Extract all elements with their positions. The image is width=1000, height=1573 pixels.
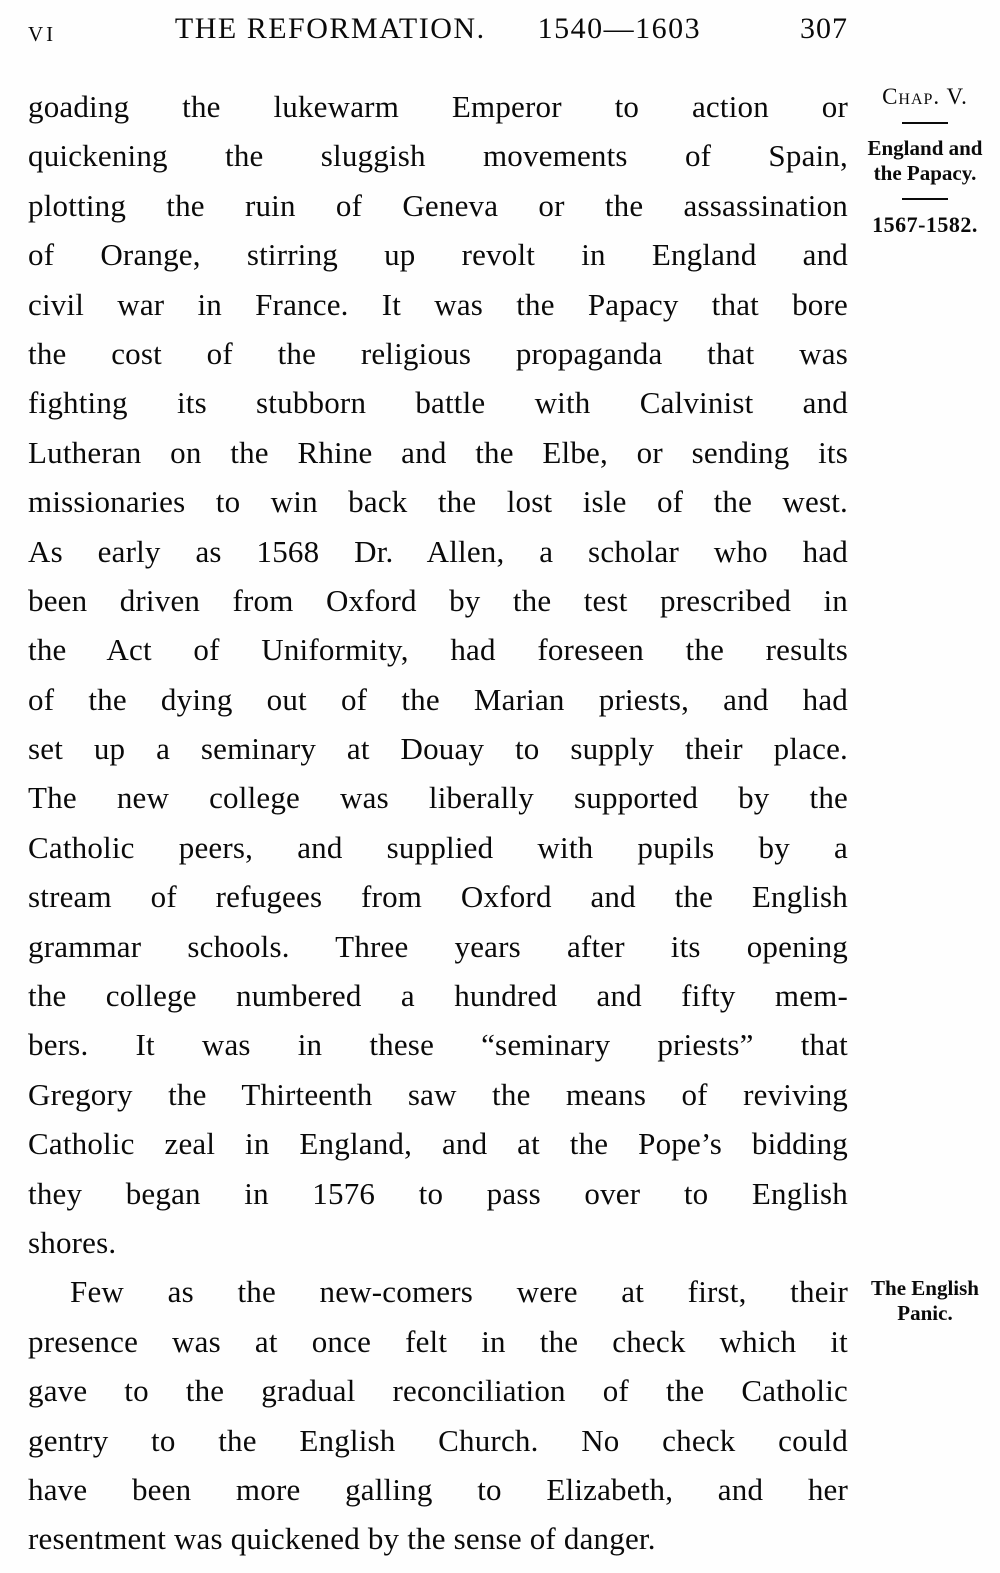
text-line: The new college was liberally supported by the bbox=[28, 780, 848, 816]
page-number: 307 bbox=[800, 12, 848, 45]
body-text-column bbox=[28, 82, 848, 1564]
section-title-note: England and the Papacy. bbox=[867, 136, 983, 185]
text-line: of Orange, stirring up revolt in England and bbox=[28, 237, 848, 273]
text-line: stream of refugees from Oxford and the English bbox=[28, 879, 848, 915]
text-line: quickening the sluggish movements of Spain, bbox=[28, 138, 848, 174]
text-line: bers. It was in these “seminary priests” that bbox=[28, 1027, 848, 1063]
text-line: have been more galling to Elizabeth, and her bbox=[28, 1471, 848, 1507]
text-line: the college numbered a hundred and fifty mem- bbox=[28, 978, 848, 1014]
header-title: THE REFORMATION. bbox=[174, 12, 486, 45]
text-line: they began in 1576 to pass over to English bbox=[28, 1175, 848, 1211]
margin-note-chapter-block bbox=[856, 84, 994, 238]
text-line: Catholic peers, and supplied with pupils by a bbox=[28, 829, 848, 865]
text-line: fighting its stubborn battle with Calvinist and bbox=[28, 385, 848, 421]
text-line: As early as 1568 Dr. Allen, a scholar who had bbox=[28, 533, 848, 569]
header-signature-mark: VI bbox=[28, 22, 57, 46]
text-line: the Act of Uniformity, had foreseen the results bbox=[28, 632, 848, 668]
text-line: gentry to the English Church. No check could bbox=[28, 1422, 848, 1458]
chapter-label: Chap. V. bbox=[882, 84, 968, 109]
english-panic-note: The English Panic. bbox=[871, 1276, 979, 1325]
text-line: grammar schools. Three years after its opening bbox=[28, 928, 848, 964]
text-line: been driven from Oxford by the test prescribed in bbox=[28, 582, 848, 618]
text-line: Few as the new-comers were at first, their bbox=[70, 1274, 848, 1310]
text-line: plotting the ruin of Geneva or the assassination bbox=[28, 187, 848, 223]
header-date-range: 1540—1603 bbox=[537, 12, 702, 45]
running-header bbox=[0, 10, 1000, 54]
sidenote-divider-rule bbox=[902, 122, 948, 124]
section-dates-note: 1567-1582. bbox=[872, 212, 978, 237]
text-line: civil war in France. It was the Papacy that bore bbox=[28, 286, 848, 322]
margin-note-panic-block bbox=[856, 1276, 994, 1338]
text-line: resentment was quickened by the sense of danger. bbox=[28, 1521, 656, 1557]
text-line: Catholic zeal in England, and at the Pope’s bidding bbox=[28, 1126, 848, 1162]
paragraphs bbox=[28, 82, 848, 1564]
text-line: of the dying out of the Marian priests, and had bbox=[28, 681, 848, 717]
text-line: presence was at once felt in the check which it bbox=[28, 1323, 848, 1359]
text-line: gave to the gradual reconciliation of the Catholic bbox=[28, 1373, 848, 1409]
text-line: set up a seminary at Douay to supply their place. bbox=[28, 731, 848, 767]
text-line: goading the lukewarm Emperor to action or bbox=[28, 89, 848, 124]
sidenote-divider-rule bbox=[902, 198, 948, 200]
text-line: shores. bbox=[28, 1224, 117, 1260]
text-line: the cost of the religious propaganda that was bbox=[28, 335, 848, 371]
text-line: missionaries to win back the lost isle of the west. bbox=[28, 484, 848, 520]
text-line: Lutheran on the Rhine and the Elbe, or sending its bbox=[28, 434, 848, 470]
text-line: Gregory the Thirteenth saw the means of reviving bbox=[28, 1076, 848, 1112]
